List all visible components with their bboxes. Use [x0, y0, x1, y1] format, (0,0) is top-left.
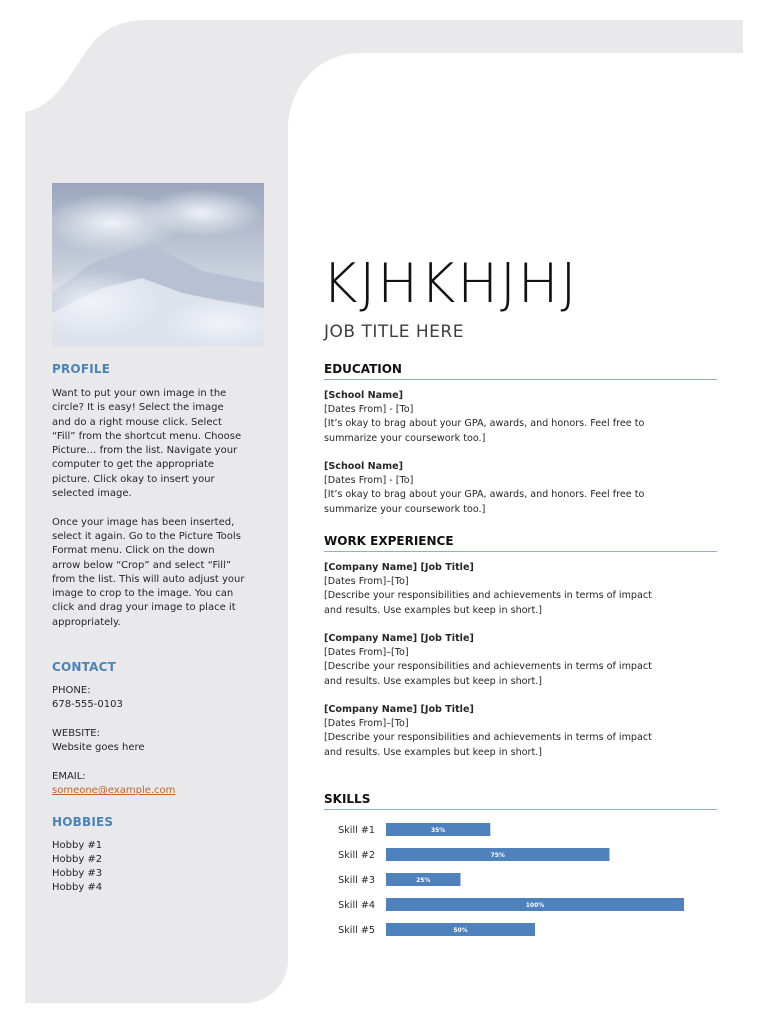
email-link[interactable]: someone@example.com: [52, 785, 176, 797]
website-label: WEBSITE:: [52, 728, 100, 739]
work-description: [Describe your responsibilities and achievements in terms of impact: [324, 732, 652, 744]
skill-data-label: 25%: [416, 877, 431, 884]
profile-line: Want to put your own image in the: [52, 388, 227, 399]
work-description: and results. Use examples but keep in short.]: [324, 675, 543, 687]
contact-phone-block: [52, 684, 264, 713]
hobby-item: Hobby #4: [52, 882, 103, 893]
skill-label: Skill #5: [338, 925, 375, 936]
work-entry: [324, 703, 724, 760]
profile-line: Format menu. Click on the down: [52, 545, 215, 557]
email-label: EMAIL:: [52, 771, 86, 782]
profile-line: circle? It is easy! Select the image: [52, 402, 224, 414]
skill-label: Skill #3: [338, 875, 375, 886]
hobby-item: Hobby #2: [52, 854, 103, 865]
hobby-item: Hobby #3: [52, 868, 103, 879]
skill-label: Skill #2: [338, 850, 375, 861]
hobby-item: Hobby #1: [52, 840, 103, 851]
phone-value: 678-555-0103: [52, 699, 123, 711]
work-dates: [Dates From]–[To]: [324, 718, 409, 730]
profile-line: select it again. Go to the Picture Tools: [52, 530, 241, 542]
profile-line: [52, 501, 264, 515]
skill-data-label: 50%: [453, 927, 468, 934]
work-description: [Describe your responsibilities and achievements in terms of impact: [324, 590, 652, 602]
skills-heading: SKILLS: [324, 792, 717, 810]
skills-chart: [324, 818, 724, 948]
company-job-title: [Company Name] [Job Title]: [324, 704, 474, 715]
profile-heading: PROFILE: [52, 362, 111, 376]
education-dates: [Dates From] - [To]: [324, 475, 414, 487]
education-description: [It’s okay to brag about your GPA, awards, and honors. Feel free to: [324, 418, 645, 430]
skill-data-label: 75%: [490, 852, 505, 859]
education-dates: [Dates From] - [To]: [324, 404, 414, 416]
work-entry: [324, 561, 724, 618]
candidate-name: KJHKHJHJ: [322, 252, 579, 315]
education-entry: [324, 389, 724, 446]
hobbies-heading: HOBBIES: [52, 815, 114, 829]
contact-heading: CONTACT: [52, 660, 116, 674]
school-name: [School Name]: [324, 390, 404, 401]
work-dates: [Dates From]–[To]: [324, 576, 409, 588]
website-value: Website goes here: [52, 742, 145, 754]
profile-line: and do a right mouse click. Select: [52, 416, 222, 428]
education-description: [It’s okay to brag about your GPA, awards, and honors. Feel free to: [324, 489, 645, 501]
profile-line: Once your image has been inserted,: [52, 516, 235, 528]
profile-line: selected image.: [52, 488, 132, 500]
profile-photo: [52, 183, 264, 346]
profile-line: Picture… from the list. Navigate your: [52, 445, 238, 457]
work-description: and results. Use examples but keep in short.]: [324, 746, 543, 758]
phone-label: PHONE:: [52, 685, 91, 696]
education-heading: EDUCATION: [324, 362, 717, 380]
profile-text: [52, 387, 264, 630]
company-job-title: [Company Name] [Job Title]: [324, 562, 474, 573]
job-title: JOB TITLE HERE: [324, 322, 464, 342]
contact-email-block: [52, 770, 264, 799]
work-description: and results. Use examples but keep in short.]: [324, 604, 543, 616]
work-entry: [324, 632, 724, 689]
company-job-title: [Company Name] [Job Title]: [324, 633, 474, 644]
education-description: summarize your coursework too.]: [324, 432, 486, 444]
profile-line: arrow below “Crop” and select “Fill”: [52, 559, 232, 571]
hobbies-list: [52, 839, 264, 895]
work-dates: [Dates From]–[To]: [324, 647, 409, 659]
skill-label: Skill #1: [338, 825, 375, 836]
education-description: summarize your coursework too.]: [324, 503, 486, 515]
skill-label: Skill #4: [338, 900, 375, 911]
profile-line: picture. Click okay to insert your: [52, 473, 215, 485]
skill-data-label: 35%: [430, 827, 446, 834]
work-description: [Describe your responsibilities and achievements in terms of impact: [324, 661, 652, 673]
education-entry: [324, 460, 724, 517]
profile-line: click and drag your image to place it: [52, 602, 236, 614]
profile-line: from the list. This will auto adjust your: [52, 573, 245, 585]
profile-line: “Fill” from the shortcut menu. Choose: [52, 430, 242, 442]
skill-data-label: 100%: [525, 902, 545, 909]
profile-line: image to crop to the image. You can: [52, 588, 234, 600]
school-name: [School Name]: [324, 461, 404, 472]
contact-website-block: [52, 727, 264, 756]
profile-line: appropriately.: [52, 616, 121, 628]
work-heading: WORK EXPERIENCE: [324, 534, 717, 552]
profile-line: computer to get the appropriate: [52, 459, 215, 471]
